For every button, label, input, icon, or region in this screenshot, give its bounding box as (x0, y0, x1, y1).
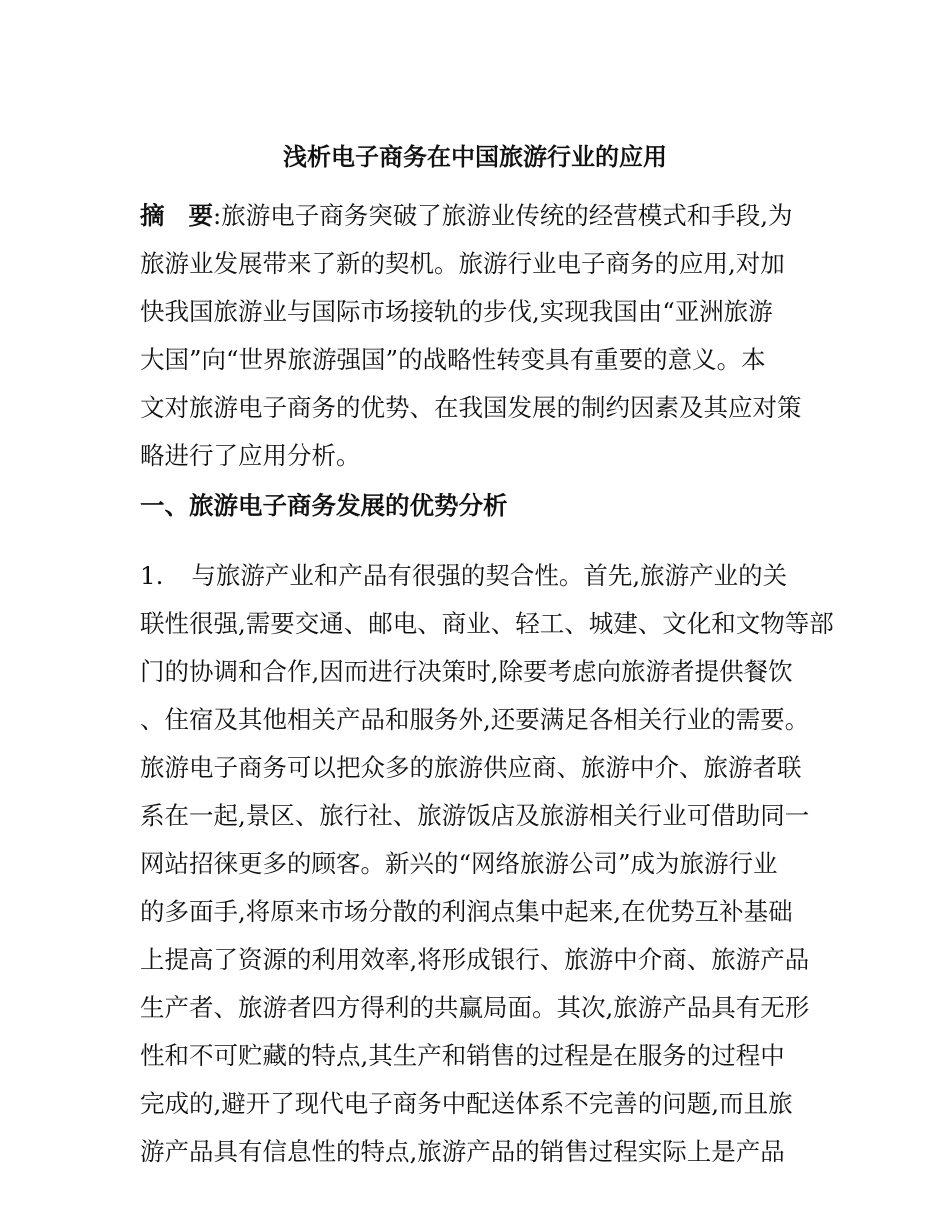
paragraph-line-12: 完成的,避开了现代电子商务中配送体系不完善的问题,而且旅 (140, 1089, 793, 1118)
paragraph-line-1 (140, 558, 820, 594)
abstract-line-1 (140, 198, 820, 234)
paragraph-line-9: 上提高了资源的利用效率,将形成银行、旅游中介商、旅游产品 (140, 945, 810, 974)
abstract-line-5: 文对旅游电子商务的优势、在我国发展的制约因素及其应对策 (140, 393, 802, 422)
paragraph-line-13: 游产品具有信息性的特点,旅游产品的销售过程实际上是产品 (140, 1137, 785, 1166)
paragraph-line-6: 系在一起,景区、旅行社、旅游饭店及旅游相关行业可借助同一 (140, 801, 810, 830)
paragraph-line-7: 网站招徕更多的顾客。新兴的“网络旅游公司”成为旅游行业 (140, 849, 778, 878)
paragraph-line-2: 联性很强,需要交通、邮电、商业、轻工、城建、文化和文物等部 (140, 609, 834, 638)
paragraph-line-11: 性和不可贮藏的特点,其生产和销售的过程是在服务的过程中 (140, 1041, 785, 1070)
paragraph-line-3: 门的协调和合作,因而进行决策时,除要考虑向旅游者提供餐饮 (140, 657, 793, 686)
paragraph-line-4: 、住宿及其他相关产品和服务外,还要满足各相关行业的需要。 (140, 705, 810, 734)
paragraph-line-8: 的多面手,将原来市场分散的利润点集中起来,在优势互补基础 (140, 897, 793, 926)
abstract-line-4: 大国”向“世界旅游强国”的战略性转变具有重要的意义。本 (140, 345, 766, 374)
abstract-colon: : (213, 201, 222, 230)
document-title: 浅析电子商务在中国旅游行业的应用 (283, 142, 667, 171)
abstract-label: 摘 要 (140, 201, 213, 230)
abstract-text: 旅游电子商务突破了旅游业传统的经营模式和手段,为 (221, 201, 793, 230)
paragraph-line-10: 生产者、旅游者四方得利的共赢局面。其次,旅游产品具有无形 (140, 993, 810, 1022)
abstract-line-3: 快我国旅游业与国际市场接轨的步伐,实现我国由“亚洲旅游 (140, 297, 773, 326)
abstract-line-2: 旅游业发展带来了新的契机。旅游行业电子商务的应用,对加 (140, 249, 785, 278)
paragraph-line-5: 旅游电子商务可以把众多的旅游供应商、旅游中介、旅游者联 (140, 753, 802, 782)
paragraph-text: 与旅游产业和产品有很强的契合性。首先,旅游产业的关 (191, 561, 788, 590)
paragraph-number: 1. (140, 561, 164, 590)
abstract-line-6: 略进行了应用分析。 (140, 441, 361, 470)
section-heading: 一、旅游电子商务发展的优势分析 (140, 491, 508, 520)
